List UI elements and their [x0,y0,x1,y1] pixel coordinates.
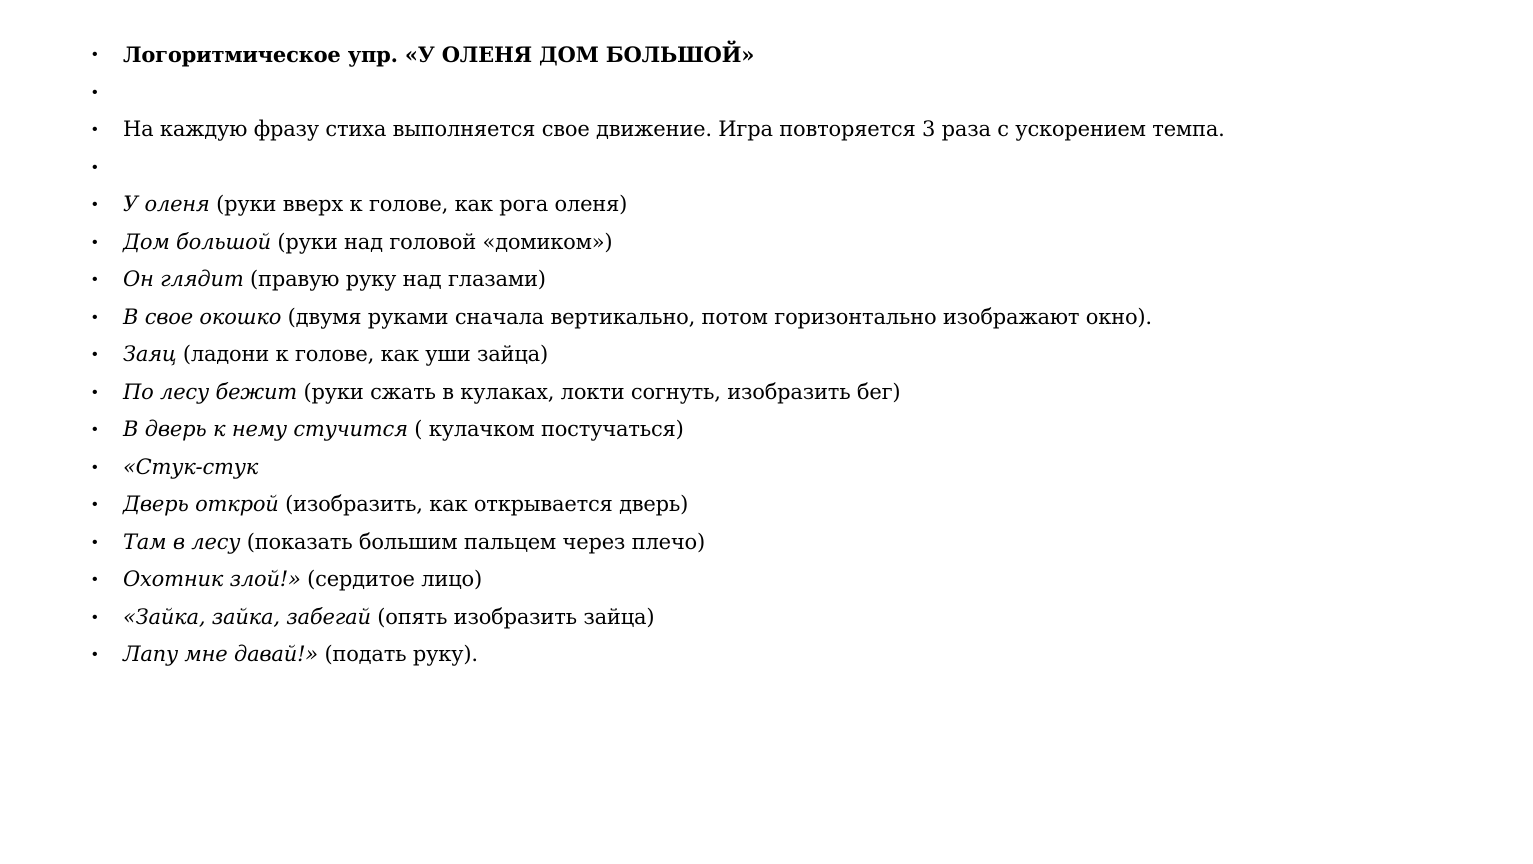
verse-phrase: Охотник злой!» [123,567,301,591]
verse-item [92,261,1492,299]
bullet-icon: • [92,83,98,101]
verse-phrase: «Зайка, зайка, забегай [123,604,371,629]
bullet-icon: • [92,496,98,513]
bullet-icon: • [92,158,98,176]
bullet-icon: • [92,533,98,551]
verse-item [92,524,1492,562]
bullet-icon: • [92,646,98,663]
verse-action: (показать большим пальцем через плечо) [240,529,705,554]
bullet-icon: • [92,458,98,476]
verse-action: ( кулачком постучаться) [407,417,684,441]
verse-item [92,336,1492,374]
verse-phrase: В дверь к нему стучится [123,417,408,441]
verse-item [92,599,1492,637]
verse-item [92,374,1492,412]
verse-item [92,486,1492,524]
verse-item [92,224,1492,262]
title-label: Логоритмическое упр. [123,42,405,67]
verse-phrase: Там в лесу [123,529,241,554]
bullet-icon: • [92,346,98,363]
instruction-item [92,111,1492,149]
verse-action: (сердитое лицо) [300,567,482,591]
bullet-list [92,36,1492,674]
verse-phrase: Лапу мне давай!» [123,642,318,666]
verse-phrase: Дом большой [123,229,271,254]
bullet-icon: • [92,571,98,588]
bullet-icon: • [92,383,98,401]
title-name: «У ОЛЕНЯ ДОМ БОЛЬШОЙ» [404,42,755,67]
bullet-icon: • [92,233,98,251]
verse-phrase: В свое окошко [123,304,282,329]
bullet-icon: • [92,421,98,438]
verse-item [92,411,1492,449]
verse-action: (руки вверх к голове, как рога оленя) [209,192,628,216]
empty-item [92,74,1492,112]
verse-action: (подать руку). [317,642,478,666]
verse-phrase: Заяц [123,342,177,366]
verse-action: (ладони к голове, как уши зайца) [176,342,548,366]
bullet-icon: • [92,196,98,213]
verse-phrase: «Стук-стук [123,454,259,479]
empty-item [92,149,1492,187]
verse-action: (двумя руками сначала вертикально, потом горизонтально изображают окно). [281,304,1152,329]
bullet-icon: • [92,608,98,626]
verse-item [92,636,1492,674]
verse-phrase: По лесу бежит [123,379,298,404]
bullet-icon: • [92,271,98,288]
verse-action: (правую руку над глазами) [243,267,546,291]
verse-item [92,449,1492,487]
verse-phrase: Дверь открой [123,492,279,516]
bullet-icon: • [92,46,98,63]
instruction-text: На каждую фразу стиха выполняется свое движение. Игра повторяется 3 раза с ускорением темпа. [123,117,1225,141]
verse-action: (руки над головой «домиком») [270,229,613,254]
verse-item [92,186,1492,224]
verse-item [92,561,1492,599]
title-item [92,36,1492,74]
verse-item [92,299,1492,337]
verse-action: (изобразить, как открывается дверь) [278,492,689,516]
verse-action: (руки сжать в кулаках, локти согнуть, изобразить бег) [297,379,901,404]
verse-phrase: У оленя [123,192,210,216]
verse-action: (опять изобразить зайца) [370,604,655,629]
verse-phrase: Он глядит [123,267,244,291]
bullet-icon: • [92,121,98,138]
bullet-icon: • [92,308,98,326]
